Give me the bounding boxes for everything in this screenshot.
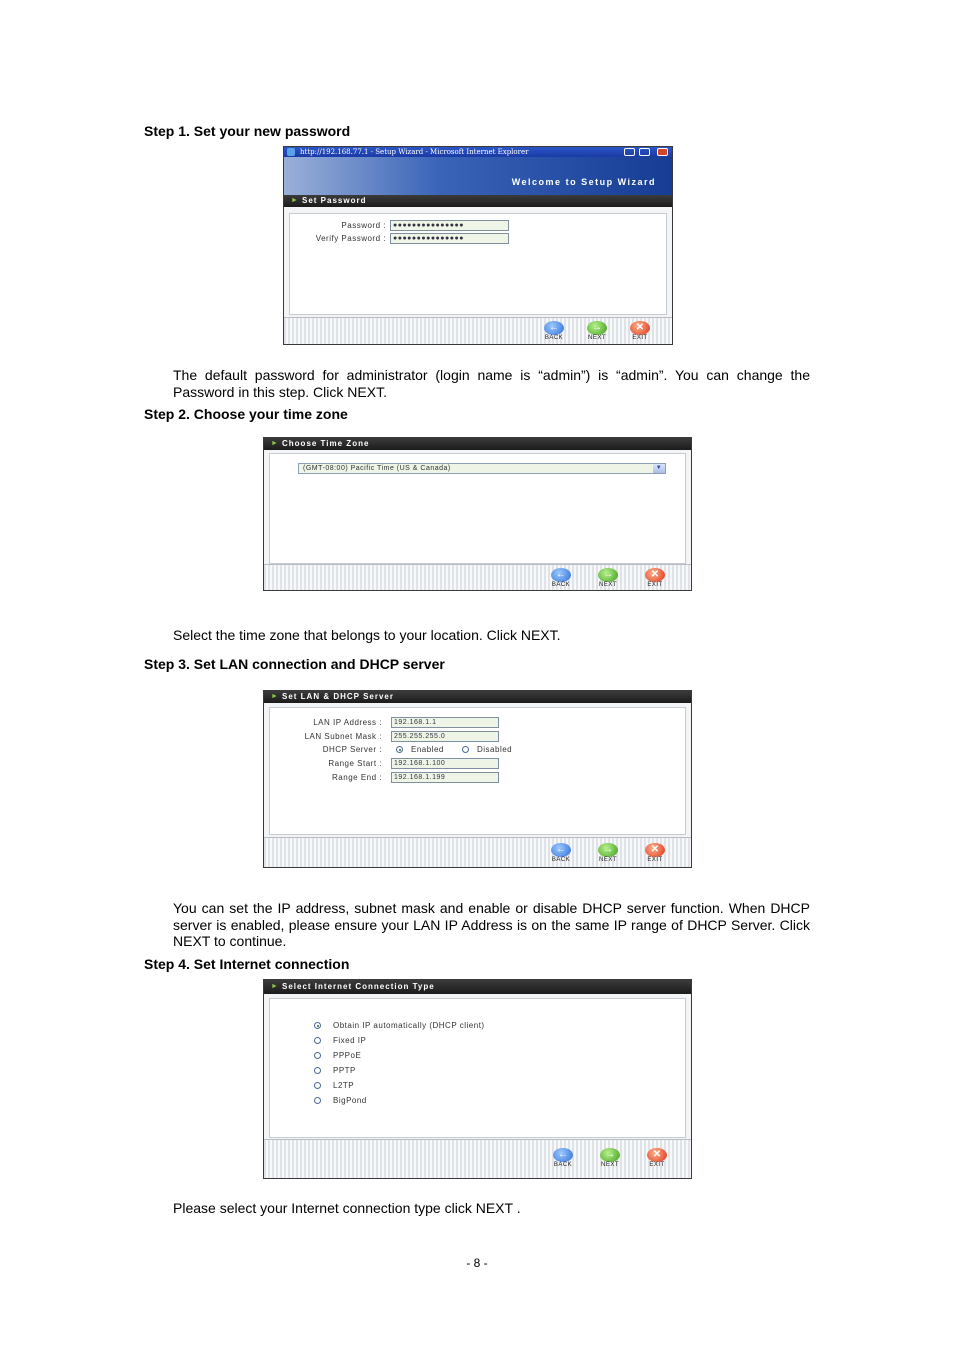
section-bar bbox=[264, 980, 691, 994]
section-bar bbox=[284, 195, 672, 207]
step3-content bbox=[269, 707, 686, 835]
subnet-input[interactable]: 255.255.255.0 bbox=[391, 731, 499, 742]
timezone-select[interactable] bbox=[298, 463, 666, 474]
next-button[interactable]: → NEXT bbox=[600, 1149, 619, 1168]
wizard-footer bbox=[284, 317, 672, 344]
exit-button[interactable]: ✕ EXIT bbox=[625, 321, 655, 342]
dhcp-server-label: DHCP Server : bbox=[322, 745, 382, 754]
conn-option-l2tp: L2TP bbox=[333, 1081, 355, 1090]
window-title: http://192.168.77.1 - Setup Wizard - Microsoft Internet Explorer bbox=[300, 148, 529, 156]
back-arrow-icon: ← bbox=[551, 843, 571, 857]
step1-wizard-window bbox=[283, 146, 673, 345]
next-button[interactable]: → NEXT bbox=[598, 569, 617, 588]
conn-option-bigpond: BigPond bbox=[333, 1096, 367, 1105]
arrow-icon: ► bbox=[291, 197, 299, 204]
arrow-icon: ► bbox=[271, 440, 279, 447]
exit-x-icon: ✕ bbox=[645, 568, 665, 582]
chevron-down-icon[interactable]: ▼ bbox=[653, 464, 665, 473]
conn-option-radio-fixed-ip[interactable] bbox=[314, 1037, 321, 1044]
password-input[interactable]: ●●●●●●●●●●●●●●● bbox=[390, 220, 509, 231]
maximize-icon[interactable] bbox=[639, 148, 650, 156]
lan-ip-input[interactable]: 192.168.1.1 bbox=[391, 717, 499, 728]
wizard-footer bbox=[264, 1139, 691, 1178]
banner-title: Welcome to Setup Wizard bbox=[511, 177, 656, 187]
page-number: - 8 - bbox=[466, 1256, 488, 1270]
wizard-banner bbox=[284, 157, 672, 195]
back-arrow-icon: ← bbox=[551, 568, 571, 582]
next-arrow-icon: → bbox=[587, 321, 607, 335]
timezone-value: (GMT-08:00) Pacific Time (US & Canada) bbox=[303, 465, 451, 472]
conn-option-radio-l2tp[interactable] bbox=[314, 1082, 321, 1089]
verify-password-label: Verify Password : bbox=[315, 234, 386, 243]
dhcp-enabled-radio[interactable] bbox=[396, 746, 403, 753]
next-button[interactable]: → NEXT bbox=[587, 322, 606, 341]
dhcp-enabled-label: Enabled bbox=[411, 745, 444, 754]
step4-content bbox=[269, 998, 686, 1138]
exit-button[interactable]: ✕ EXIT bbox=[640, 568, 670, 589]
conn-option-dhcp: Obtain IP automatically (DHCP client) bbox=[333, 1021, 485, 1030]
close-icon[interactable] bbox=[657, 148, 668, 156]
range-start-input[interactable]: 192.168.1.100 bbox=[391, 758, 499, 769]
dhcp-disabled-label: Disabled bbox=[477, 745, 513, 754]
back-button[interactable]: ← BACK bbox=[544, 322, 564, 341]
exit-button[interactable]: ✕ EXIT bbox=[640, 843, 670, 864]
back-button[interactable]: ← BACK bbox=[553, 1149, 573, 1168]
conn-option-fixed-ip: Fixed IP bbox=[333, 1036, 367, 1045]
back-button[interactable]: ← BACK bbox=[551, 844, 571, 863]
next-arrow-icon: → bbox=[598, 843, 618, 857]
step2-description: Select the time zone that belongs to your location. Click NEXT. bbox=[173, 627, 561, 643]
exit-x-icon: ✕ bbox=[630, 321, 650, 335]
conn-option-pppoe: PPPoE bbox=[333, 1051, 362, 1060]
dhcp-disabled-radio[interactable] bbox=[462, 746, 469, 753]
conn-option-radio-bigpond[interactable] bbox=[314, 1097, 321, 1104]
section-title: Set Password bbox=[302, 196, 367, 205]
step1-heading: Step 1. Set your new password bbox=[144, 123, 351, 139]
back-arrow-icon: ← bbox=[544, 321, 564, 335]
step3-description: You can set the IP address, subnet mask and enable or disable DHCP server function. When DHCP server is enabled, please ensure your LAN IP Address is on the same IP range of DHCP Server. Click NEXT to continue. bbox=[173, 900, 810, 949]
section-bar bbox=[264, 691, 691, 703]
section-title: Choose Time Zone bbox=[282, 439, 370, 448]
section-title: Select Internet Connection Type bbox=[282, 982, 435, 991]
range-end-input[interactable]: 192.168.1.199 bbox=[391, 772, 499, 783]
next-arrow-icon: → bbox=[600, 1148, 620, 1162]
password-label: Password : bbox=[341, 221, 386, 230]
step3-heading: Step 3. Set LAN connection and DHCP server bbox=[144, 656, 445, 672]
step1-content bbox=[289, 213, 667, 315]
subnet-label: LAN Subnet Mask : bbox=[304, 732, 382, 741]
conn-option-radio-pppoe[interactable] bbox=[314, 1052, 321, 1059]
conn-option-pptp: PPTP bbox=[333, 1066, 356, 1075]
step4-description: Please select your Internet connection type click NEXT . bbox=[173, 1200, 521, 1216]
exit-x-icon: ✕ bbox=[647, 1148, 667, 1162]
step3-wizard-window bbox=[263, 690, 692, 868]
minimize-icon[interactable] bbox=[624, 148, 635, 156]
step2-wizard-window bbox=[263, 437, 692, 591]
step4-heading: Step 4. Set Internet connection bbox=[144, 956, 350, 972]
wizard-footer bbox=[264, 837, 691, 867]
next-button[interactable]: → NEXT bbox=[598, 844, 617, 863]
step1-description: The default password for administrator (login name is “admin”) is “admin”. You can change the Password in this step. Click NEXT. bbox=[173, 367, 810, 400]
section-title: Set LAN & DHCP Server bbox=[282, 692, 394, 701]
ie-icon bbox=[287, 148, 295, 156]
conn-option-radio-dhcp[interactable] bbox=[314, 1022, 321, 1029]
section-bar bbox=[264, 438, 691, 450]
wizard-footer bbox=[264, 564, 691, 590]
back-arrow-icon: ← bbox=[553, 1148, 573, 1162]
range-start-label: Range Start : bbox=[328, 759, 382, 768]
step4-wizard-window bbox=[263, 979, 692, 1179]
verify-password-input[interactable]: ●●●●●●●●●●●●●●● bbox=[390, 233, 509, 244]
next-arrow-icon: → bbox=[598, 568, 618, 582]
exit-button[interactable]: ✕ EXIT bbox=[642, 1148, 672, 1169]
back-button[interactable]: ← BACK bbox=[551, 569, 571, 588]
conn-option-radio-pptp[interactable] bbox=[314, 1067, 321, 1074]
lan-ip-label: LAN IP Address : bbox=[313, 718, 382, 727]
exit-x-icon: ✕ bbox=[645, 843, 665, 857]
step2-heading: Step 2. Choose your time zone bbox=[144, 406, 348, 422]
window-titlebar bbox=[284, 147, 672, 157]
step2-content bbox=[269, 453, 686, 564]
range-end-label: Range End : bbox=[332, 773, 382, 782]
arrow-icon: ► bbox=[271, 983, 279, 990]
arrow-icon: ► bbox=[271, 693, 279, 700]
